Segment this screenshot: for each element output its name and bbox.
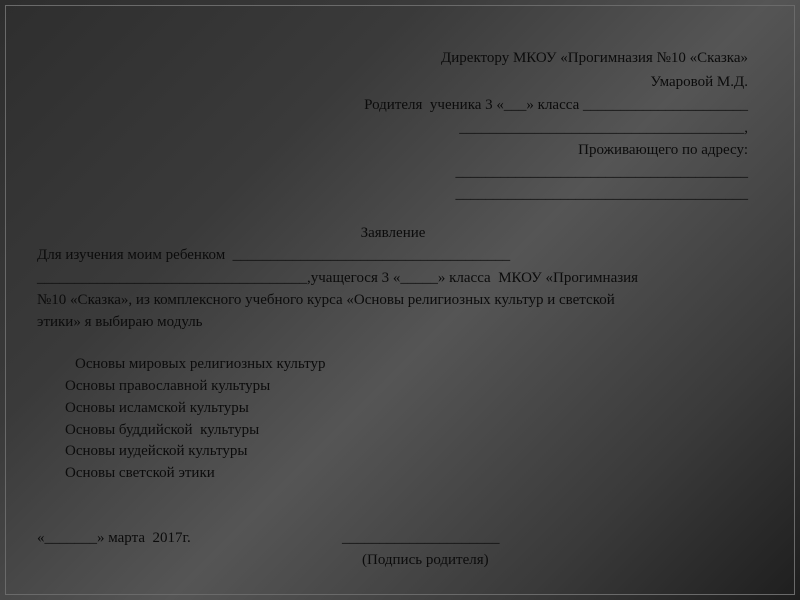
- signature-line: _____________________: [342, 530, 500, 546]
- statement-body-line-2: ____________________________________,учащегося 3 «_____» класса МКОУ «Прогимназия: [37, 270, 639, 286]
- address-line-1: _______________________________________: [455, 164, 748, 180]
- address-line-2: _______________________________________: [455, 186, 748, 202]
- module-item: Основы исламской культуры: [65, 400, 249, 416]
- signature-label: (Подпись родителя): [362, 552, 489, 568]
- director-name: Умаровой М.Д.: [650, 74, 748, 90]
- module-item: Основы буддийской культуры: [65, 422, 260, 438]
- statement-body-line-1: Для изучения моим ребенком _____________________________________: [37, 247, 511, 263]
- module-item: Основы светской этики: [65, 465, 215, 481]
- module-item: Основы иудейской культуры: [65, 443, 248, 459]
- statement-body-line-4: этики» я выбираю модуль: [37, 314, 203, 330]
- statement-body-line-3: №10 «Сказка», из комплексного учебного курса «Основы религиозных культур и светской: [37, 292, 615, 308]
- parent-name-line: ______________________________________,: [459, 120, 748, 136]
- module-item: Основы мировых религиозных культур: [75, 356, 326, 372]
- address-label: Проживающего по адресу:: [578, 142, 748, 158]
- date-line: «_______» марта 2017г.: [37, 530, 191, 546]
- addressee-line: Директору МКОУ «Прогимназия №10 «Сказка»: [441, 50, 748, 66]
- parent-line: Родителя ученика 3 «___» класса ______________________: [364, 97, 748, 113]
- statement-title: Заявление: [360, 225, 426, 241]
- module-item: Основы православной культуры: [65, 378, 271, 394]
